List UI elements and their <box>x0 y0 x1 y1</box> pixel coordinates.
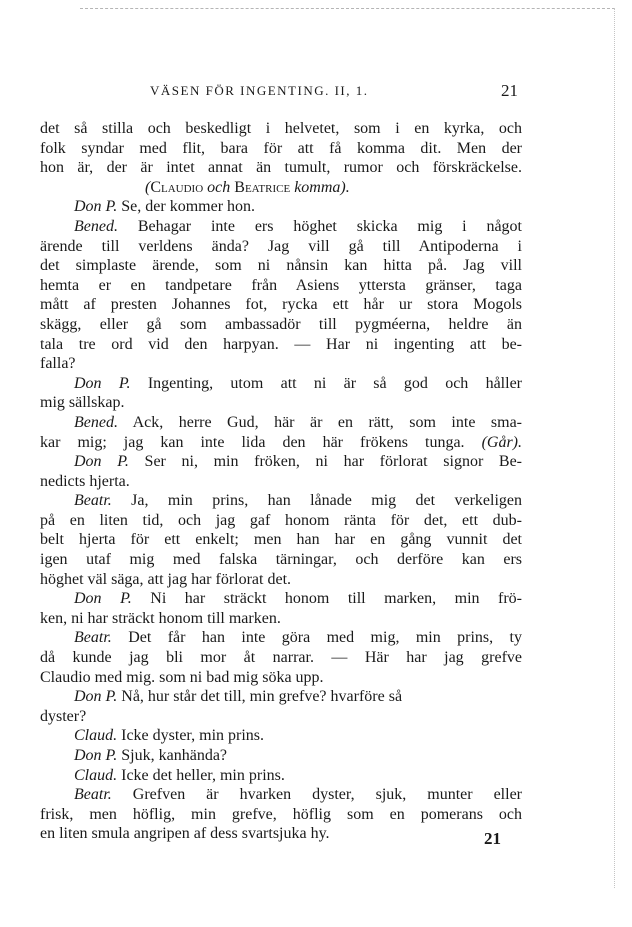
speaker-name: Bened. <box>74 413 118 431</box>
text-line <box>40 648 522 668</box>
line-text: en liten smula angripen af dess svartsjuka hy. <box>40 825 330 843</box>
text-line <box>40 139 522 159</box>
stage-direction: komma). <box>290 178 350 196</box>
text-line <box>40 726 522 746</box>
text-line <box>40 237 522 257</box>
character-name: Beatrice <box>234 178 291 196</box>
line-text: då kunde jag bli mor åt narrar. — Här har jag grefve <box>40 649 522 667</box>
line-text: det så stilla och beskedligt i helvetet, som i en kyrka, och <box>40 120 522 137</box>
line-text: Ack, herre Gud, här är en rätt, som inte sma- <box>117 413 522 431</box>
signature-mark: 21 <box>484 829 501 848</box>
speaker-name: Claud. <box>74 766 118 784</box>
text-line <box>40 197 522 217</box>
text-line <box>40 393 522 413</box>
line-text: mått af presten Johannes fot, rycka ett hår ur stora Mogols <box>40 296 522 314</box>
speaker-name: Beatr. <box>74 786 112 804</box>
line-text: Ja, min prins, han lånade mig det verkeligen <box>111 492 522 510</box>
text-line <box>40 530 522 550</box>
character-name: Claudio <box>150 178 204 196</box>
speaker-name: Don P. <box>74 198 118 216</box>
running-head-title: VÄSEN FÖR INGENTING. II, 1. <box>150 83 369 98</box>
text-line <box>40 256 522 276</box>
text-line <box>40 119 522 139</box>
text-line <box>40 609 522 629</box>
line-text: kar mig; jag kan inte lida den här frökens tunga. <box>40 433 482 451</box>
text-line <box>40 687 522 707</box>
line-text: frisk, men höflig, min grefve, höflig som en pomerans och <box>40 805 522 823</box>
line-text: Se, der kommer hon. <box>117 198 256 216</box>
line-text: Det får han inte göra med mig, min prins, ty <box>111 629 522 647</box>
text-line <box>40 374 522 394</box>
line-text: Ni har sträckt honom till marken, min frö- <box>131 590 523 608</box>
text-line <box>40 452 522 472</box>
speaker-name: Claud. <box>74 727 118 745</box>
line-text: Ser ni, min fröken, ni har förlorat signor Be- <box>128 453 523 471</box>
line-text: Nå, hur står det till, min grefve? hvarföre så <box>117 688 403 706</box>
text-line <box>40 570 522 590</box>
speaker-name: Bened. <box>74 217 118 235</box>
text-line <box>40 354 522 374</box>
line-text: ärende till verldens ända? Jag vill gå till Antipoderna i <box>40 237 522 255</box>
line-text: Behagar inte ers höghet skicka mig i något <box>117 217 522 235</box>
line-text: dyster? <box>40 707 87 725</box>
speaker-name: Don P. <box>74 374 131 392</box>
text-line <box>40 707 522 727</box>
text-line <box>40 433 522 453</box>
line-text: hemta er en tandpetare från Asiens yttersta gränser, taga <box>40 276 522 294</box>
text-line <box>40 746 522 766</box>
speaker-name: Beatr. <box>74 629 112 647</box>
text-line <box>40 550 522 570</box>
speaker-name: Don P. <box>74 453 129 471</box>
line-text: det simplaste ärende, som ni nånsin kan hitta på. Jag vill <box>40 257 522 275</box>
line-text: skägg, eller gå som ambassadör till pygméerna, heldre än <box>40 315 522 333</box>
text-line <box>40 805 522 825</box>
text-line <box>40 824 522 844</box>
text-line <box>40 413 522 433</box>
line-text: Sjuk, kanhända? <box>117 747 228 764</box>
speaker-name: Don P. <box>74 590 132 608</box>
line-text: falla? <box>40 355 76 373</box>
text-line <box>40 217 522 237</box>
text-line <box>40 491 522 511</box>
line-text: belt hjerta för ett enkelt; men han har en gång vunnit det <box>40 531 522 549</box>
line-text: Ingenting, utom att ni är så god och håller <box>130 374 522 392</box>
speaker-name: Don P. <box>74 747 118 764</box>
line-text: folk syndar med flit, bara för att få komma dit. Men der <box>40 139 522 157</box>
text-line <box>40 766 522 786</box>
right-edge-rule <box>614 8 615 888</box>
line-text: Claudio med mig. som ni bad mig söka upp. <box>40 668 324 686</box>
top-edge-rule <box>80 8 615 9</box>
text-line <box>40 785 522 805</box>
stage-direction: ( <box>145 178 151 196</box>
line-text: hon är, der är intet annat än tumult, rumor och förskräckelse. <box>40 159 522 177</box>
line-text: ken, ni har sträckt honom till marken. <box>40 609 281 627</box>
text-line <box>40 276 522 296</box>
text-line <box>40 315 522 335</box>
text-line <box>40 335 522 355</box>
stage-direction: och <box>203 178 235 196</box>
line-text: Grefven är hvarken dyster, sjuk, munter eller <box>111 786 522 804</box>
text-line <box>40 295 522 315</box>
speaker-name: Don P. <box>74 688 118 706</box>
text-line <box>40 158 522 178</box>
line-text: mig sällskap. <box>40 394 125 412</box>
page-number: 21 <box>501 81 518 100</box>
text-line <box>40 511 522 531</box>
line-text: Icke dyster, min prins. <box>117 727 265 745</box>
line-text: höghet väl säga, att jag har förlorat det. <box>40 570 292 588</box>
line-text: igen utaf mig med falska tärningar, och derföre kan ers <box>40 551 522 569</box>
text-line <box>40 589 522 609</box>
text-line <box>40 668 522 688</box>
line-text: Icke det heller, min prins. <box>117 766 285 784</box>
line-text: tala tre ord vid den harpyan. — Har ni ingenting att be- <box>40 335 522 353</box>
text-line <box>40 628 522 648</box>
line-text: nedicts hjerta. <box>40 472 130 490</box>
text-line <box>40 472 522 492</box>
speaker-name: Beatr. <box>74 492 112 510</box>
running-head <box>40 78 522 104</box>
text-line <box>40 178 522 198</box>
page-text <box>40 119 522 844</box>
line-text: på en liten tid, och jag gaf honom ränta för det, ett dub- <box>40 511 522 529</box>
stage-direction: (Går). <box>481 433 522 451</box>
